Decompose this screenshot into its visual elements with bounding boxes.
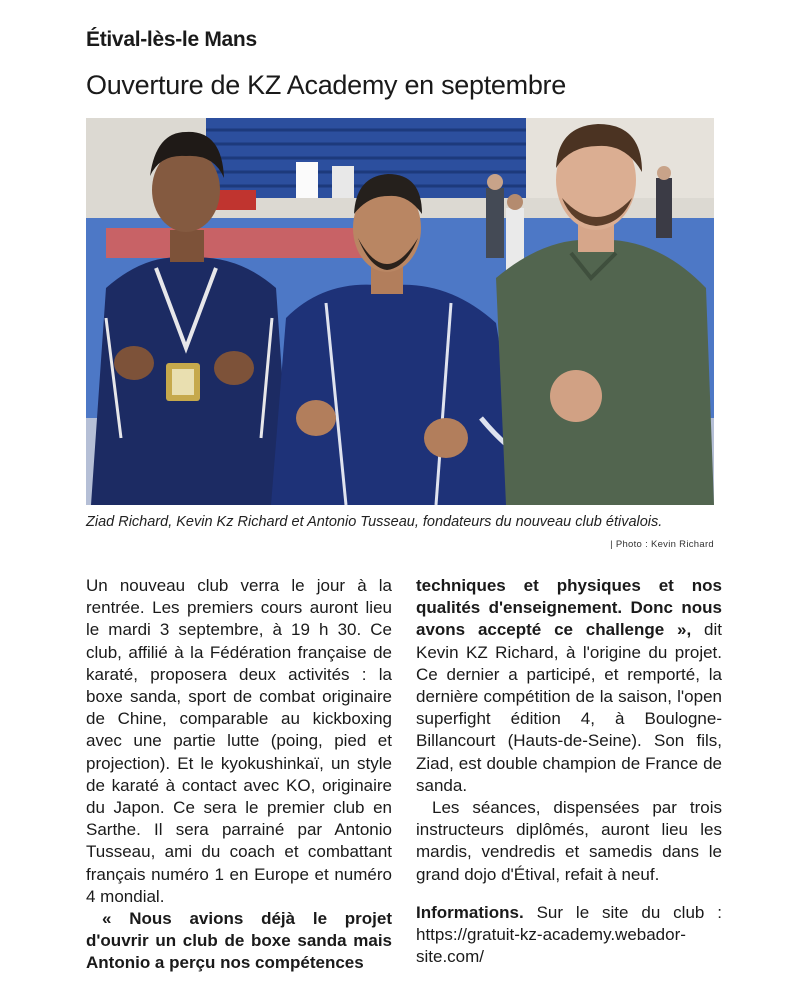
quote-part-1: « Nous avions déjà le projet d'ouvrir un club de boxe sanda mais Antonio a perçu nos compétences bbox=[86, 909, 392, 973]
paragraph-1: Un nouveau club verra le jour à la rentrée. Les premiers cours auront lieu le mardi 3 septembre, à 19 h 30. Ce club, affilié à la Fédération française de karaté, proposera deux activités : la boxe sanda, sport de combat originaire de Chine, comparable au kickboxing avec une partie lutte (poing, pied et projection). Et le kyokushinkaï, un style de karaté à contact avec KO, originaire du Japon. Ce sera le premier club en Sarthe. Il sera parrainé par Antonio Tusseau, ami du coach et combattant français numéro 1 en Europe et numéro 4 mondial. bbox=[86, 576, 392, 906]
paragraph-2 bbox=[416, 575, 722, 797]
info-paragraph bbox=[416, 902, 722, 969]
quote-part-2: techniques et physiques et nos qualités d'enseignement. Donc nous avons accepté ce challenge », bbox=[416, 576, 722, 640]
photo-illustration bbox=[86, 118, 714, 505]
article-headline: Ouverture de KZ Academy en septembre bbox=[86, 70, 566, 100]
photo-credit: | Photo : Kevin Richard bbox=[610, 539, 714, 550]
article-column-left bbox=[86, 575, 392, 975]
article-photo bbox=[86, 118, 714, 505]
article-column-right bbox=[416, 575, 722, 968]
photo-caption: Ziad Richard, Kevin Kz Richard et Antonio Tusseau, fondateurs du nouveau club étivalois. bbox=[86, 514, 663, 530]
info-text: Sur le site du club : https://gratuit-kz-academy.webador-site.com/ bbox=[416, 902, 722, 967]
location-kicker: Étival-lès-le Mans bbox=[86, 28, 257, 51]
info-label: Informations. bbox=[416, 902, 524, 922]
paragraph-2-text: dit Kevin KZ Richard, à l'origine du projet. Ce dernier a participé, et remporté, la dernière compétition de la saison, l'open superfight édition 4, à Boulogne-Billancourt (Hauts-de-Seine). Son fils, Ziad, est double champion de France de sanda. bbox=[416, 620, 722, 795]
paragraph-3: Les séances, dispensées par trois instructeurs diplômés, auront lieu les mardis, vendredis et samedis dans le grand dojo d'Étival, refait à neuf. bbox=[416, 798, 722, 884]
